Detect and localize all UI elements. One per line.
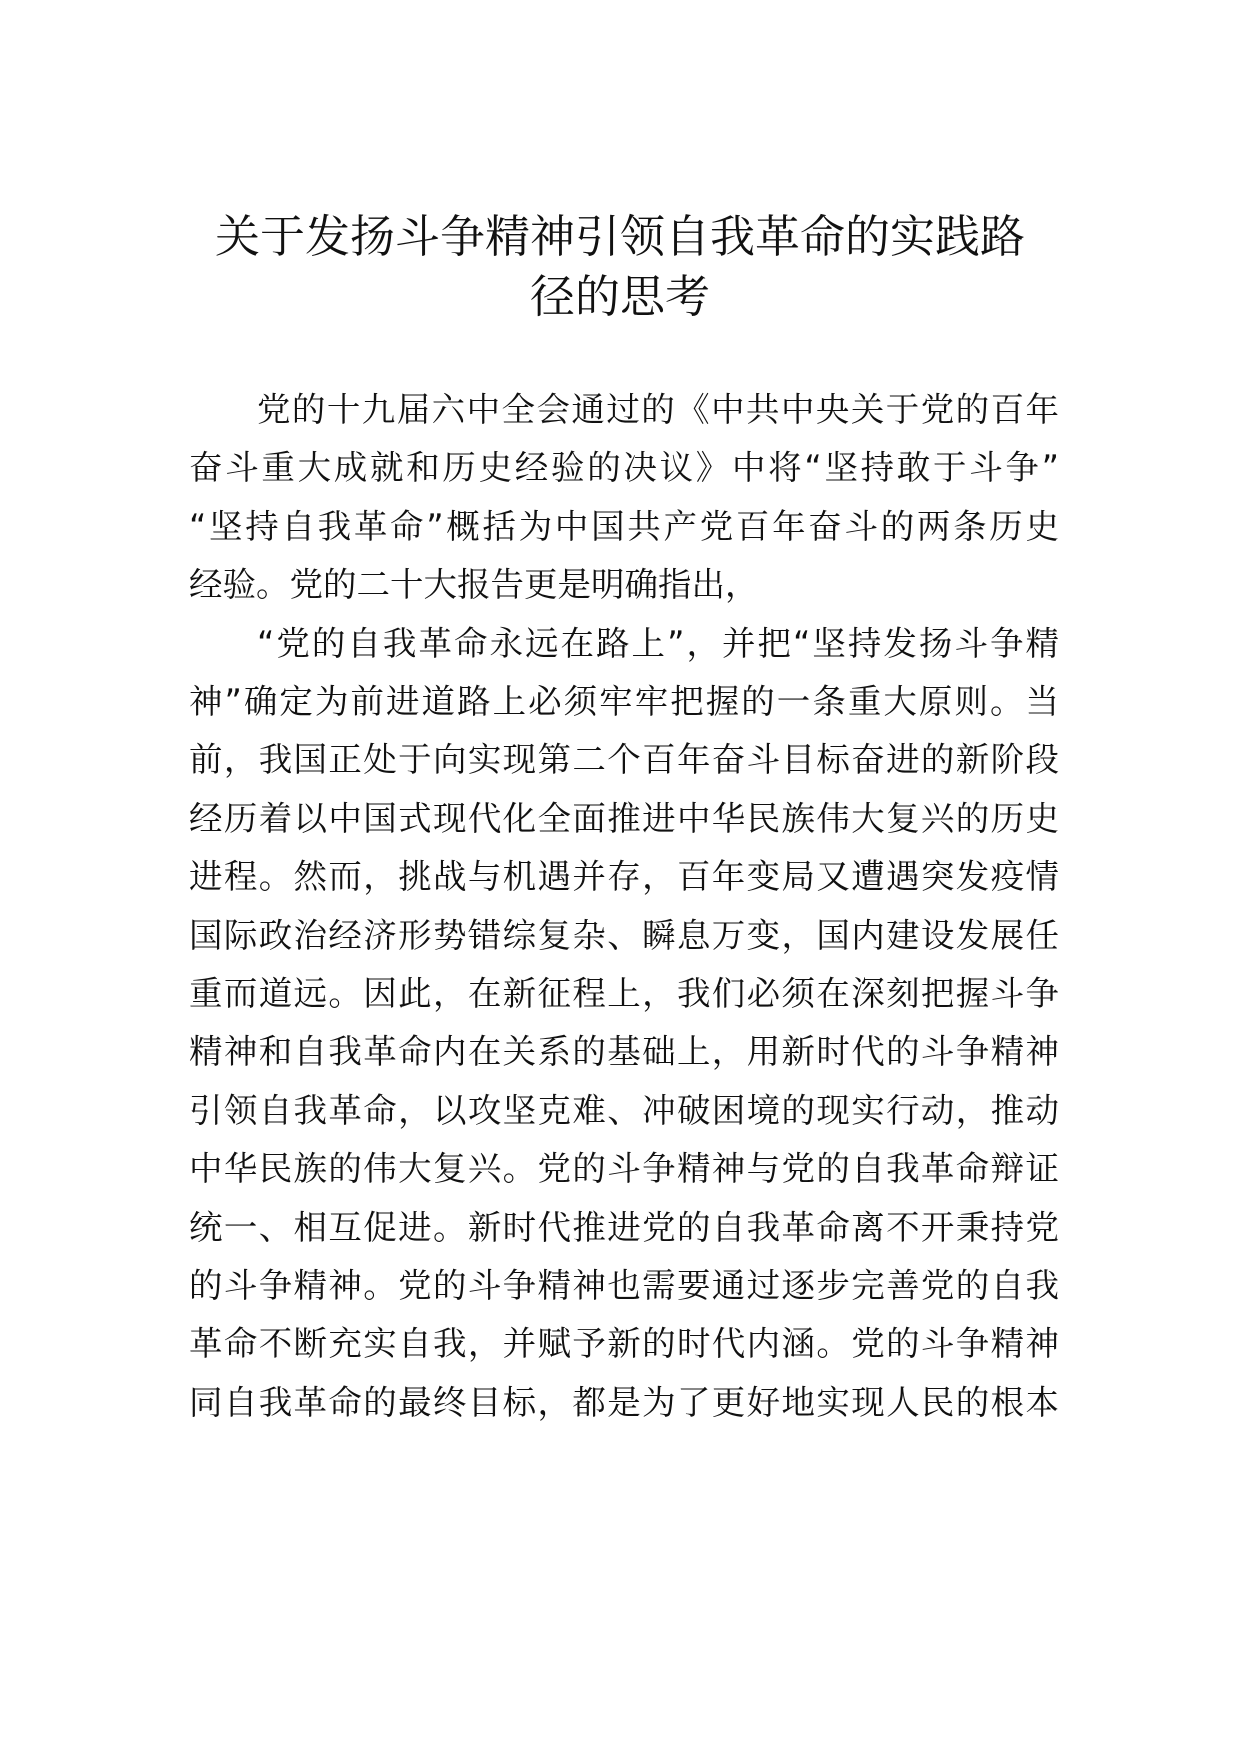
paragraph-line: 同自我革命的最终目标，都是为了更好地实现人民的根本 — [189, 1382, 1059, 1422]
paragraph-line: 重而道远。因此，在新征程上，我们必须在深刻把握斗争 — [189, 974, 1059, 1013]
paragraph-line: 统一、相互促进。新时代推进党的自我革命离不开秉持党 — [189, 1207, 1059, 1247]
paragraph-line: 奋斗重大成就和历史经验的决议》中将“坚持敢于斗争” — [189, 448, 1059, 488]
paragraph-line: 引领自我革命，以攻坚克难、冲破困境的现实行动，推动 — [189, 1090, 1059, 1130]
paragraph-line: 神”确定为前进道路上必须牢牢把握的一条重大原则。当 — [189, 682, 1059, 721]
paragraph-line: “党的自我革命永远在路上”，并把“坚持发扬斗争精 — [257, 623, 1059, 663]
paragraph-line: 的斗争精神。党的斗争精神也需要通过逐步完善党的自我 — [189, 1266, 1059, 1305]
paragraph-line: 经历着以中国式现代化全面推进中华民族伟大复兴的历史 — [189, 798, 1059, 838]
paragraph-line: 进程。然而，挑战与机遇并存，百年变局又遭遇突发疫情 — [189, 857, 1059, 897]
paragraph-line: 革命不断充实自我，并赋予新的时代内涵。党的斗争精神 — [189, 1324, 1059, 1364]
paragraph-line: 中华民族的伟大复兴。党的斗争精神与党的自我革命辩证 — [189, 1149, 1059, 1189]
paragraph-line: 国际政治经济形势错综复杂、瞬息万变，国内建设发展任 — [189, 915, 1059, 955]
paragraph-line: 精神和自我革命内在关系的基础上，用新时代的斗争精神 — [189, 1032, 1059, 1072]
title-line-2: 径的思考 — [529, 270, 710, 323]
paragraph-line: 党的十九届六中全会通过的《中共中央关于党的百年 — [257, 390, 1059, 429]
paragraph-line: 经验。党的二十大报告更是明确指出， — [189, 565, 759, 605]
title-line-1: 关于发扬斗争精神引领自我革命的实践路 — [214, 210, 1025, 263]
paragraph-line: 前，我国正处于向实现第二个百年奋斗目标奋进的新阶段 — [189, 740, 1059, 780]
paragraph-line: “坚持自我革命”概括为中国共产党百年奋斗的两条历史 — [189, 506, 1059, 546]
